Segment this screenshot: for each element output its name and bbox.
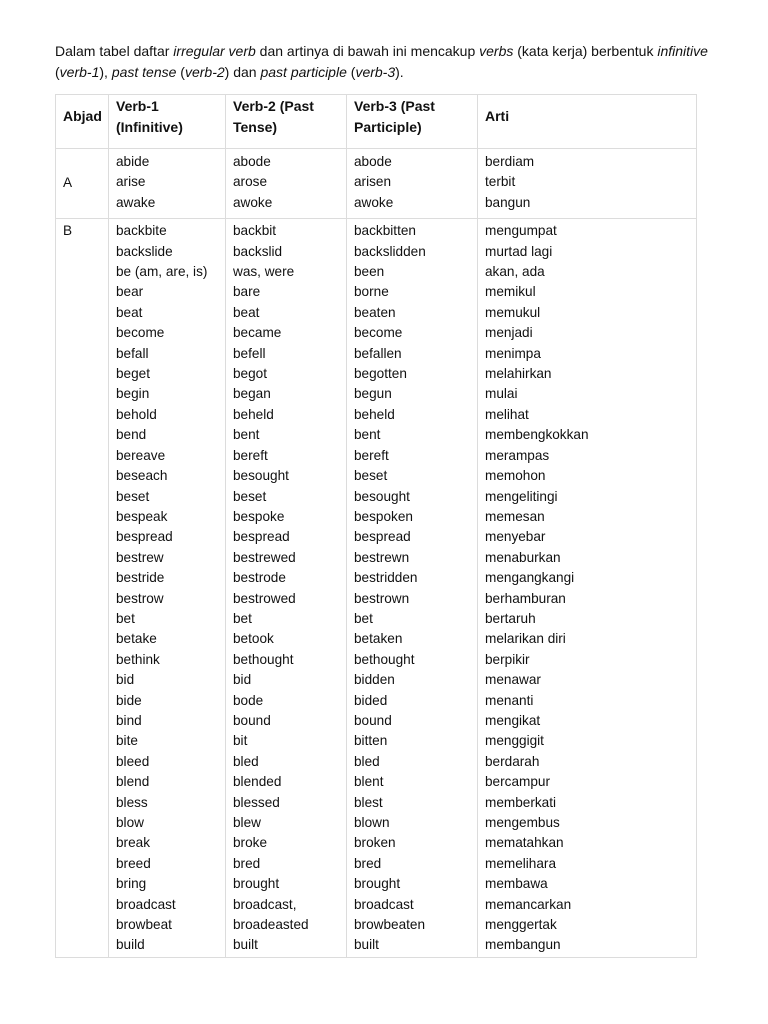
verb-entry: memohon bbox=[485, 468, 546, 484]
verb-entry: bred bbox=[233, 855, 261, 871]
verb-entry: bereft bbox=[233, 447, 268, 463]
verb-entry: betook bbox=[233, 631, 274, 647]
verb-entry: beat bbox=[116, 304, 143, 320]
verb-entry: bare bbox=[233, 284, 261, 300]
verb-entry: bercampur bbox=[485, 774, 550, 790]
verb-entry: begotten bbox=[354, 366, 407, 382]
verb-entry: menggertak bbox=[485, 917, 557, 933]
verb-entry: membawa bbox=[485, 876, 548, 892]
verb-entry: broadcast, bbox=[233, 896, 297, 912]
verb-entry: membengkokkan bbox=[485, 427, 589, 443]
verb-entry: bide bbox=[116, 692, 142, 708]
verb-entry: backslide bbox=[116, 243, 173, 259]
verb-entry: backbite bbox=[116, 223, 167, 239]
verb-entry: blended bbox=[233, 774, 282, 790]
verb-entry: broke bbox=[233, 835, 268, 851]
verb-entry: menawar bbox=[485, 672, 541, 688]
letter-cell: A bbox=[56, 149, 109, 219]
irregular-verb-table bbox=[55, 94, 697, 958]
intro-text: dan artinya di bawah ini mencakup bbox=[255, 43, 480, 59]
verb-entry: besought bbox=[354, 488, 410, 504]
verb-entry: blest bbox=[354, 794, 383, 810]
table-row bbox=[56, 149, 697, 219]
verb-entry: arose bbox=[233, 174, 268, 190]
verb-entry: bespread bbox=[116, 529, 173, 545]
verb-entry: menanti bbox=[485, 692, 534, 708]
verb-entry: awoke bbox=[354, 194, 394, 210]
verb-entry: been bbox=[354, 264, 385, 280]
verb-entry: memesan bbox=[485, 508, 545, 524]
verb-entry: blend bbox=[116, 774, 150, 790]
intro-term-irregular-verb: irregular verb bbox=[173, 43, 256, 59]
verb-entry: bestridden bbox=[354, 570, 418, 586]
verb-entry: bless bbox=[116, 794, 148, 810]
verb-entry: bestrown bbox=[354, 590, 410, 606]
header-verb-1: Verb-1 (Infinitive) bbox=[109, 95, 226, 149]
verb-1-cell bbox=[109, 219, 226, 958]
verb-entry: mengelitingi bbox=[485, 488, 558, 504]
verb-entry: abode bbox=[233, 154, 271, 169]
intro-term-infinitive: infinitive bbox=[657, 43, 708, 59]
verb-entry: bereave bbox=[116, 447, 166, 463]
verb-entry: blow bbox=[116, 815, 144, 830]
verb-1-cell bbox=[109, 149, 226, 219]
verb-entry: bet bbox=[116, 610, 135, 626]
verb-entry: behold bbox=[116, 406, 157, 422]
verb-entry: betaken bbox=[354, 631, 403, 647]
intro-term-verbs: verbs bbox=[479, 43, 514, 59]
verb-entry: beset bbox=[354, 468, 388, 484]
verb-entry: brought bbox=[233, 876, 280, 892]
verb-entry: bite bbox=[116, 733, 138, 749]
verb-entry: bode bbox=[233, 692, 264, 708]
letter-cell: B bbox=[56, 219, 109, 958]
intro-text: (kata kerja) berbentuk bbox=[513, 43, 658, 59]
intro-text: ) dan bbox=[224, 64, 261, 80]
verb-entry: befell bbox=[233, 345, 266, 361]
verb-entry: menaburkan bbox=[485, 549, 561, 565]
verb-entry: mengikat bbox=[485, 712, 541, 728]
table-header bbox=[56, 95, 697, 149]
verb-entry: broken bbox=[354, 835, 396, 851]
verb-entry: memukul bbox=[485, 304, 541, 320]
verb-entry: bit bbox=[233, 733, 248, 749]
verb-entry: begin bbox=[116, 386, 150, 402]
verb-entry: built bbox=[354, 937, 379, 953]
verb-entry: browbeat bbox=[116, 917, 172, 933]
verb-entry: bent bbox=[233, 427, 260, 443]
verb-entry: befallen bbox=[354, 345, 402, 361]
verb-entry: backbitten bbox=[354, 223, 416, 239]
verb-entry: became bbox=[233, 325, 282, 341]
verb-entry: merampas bbox=[485, 447, 550, 463]
verb-entry: abode bbox=[354, 154, 392, 169]
verb-entry: bred bbox=[354, 855, 382, 871]
verb-entry: bid bbox=[116, 672, 135, 688]
verb-entry: menggigit bbox=[485, 733, 544, 749]
verb-entry: bent bbox=[354, 427, 381, 443]
verb-entry: bestrowed bbox=[233, 590, 296, 606]
verb-3-cell bbox=[347, 149, 478, 219]
verb-entry: become bbox=[116, 325, 165, 341]
intro-text: Dalam tabel daftar bbox=[55, 43, 174, 59]
verb-entry: beget bbox=[116, 366, 151, 382]
verb-entry: breed bbox=[116, 855, 151, 871]
intro-paragraph bbox=[55, 41, 715, 83]
verb-2-cell bbox=[226, 149, 347, 219]
verb-entry: bestrow bbox=[116, 590, 164, 606]
verb-entry: mengangkangi bbox=[485, 570, 575, 586]
header-verb-2: Verb-2 (Past Tense) bbox=[226, 95, 347, 149]
verb-entry: bled bbox=[233, 753, 259, 769]
intro-text: ). bbox=[395, 64, 404, 80]
verb-entry: terbit bbox=[485, 174, 516, 190]
verb-entry: bidden bbox=[354, 672, 395, 688]
verb-entry: bet bbox=[233, 610, 252, 626]
verb-entry: memancarkan bbox=[485, 896, 572, 912]
table-row bbox=[56, 219, 697, 958]
verb-entry: menimpa bbox=[485, 345, 541, 361]
verb-entry: berhamburan bbox=[485, 590, 566, 606]
verb-3-cell bbox=[347, 219, 478, 958]
verb-entry: beaten bbox=[354, 304, 396, 320]
verb-entry: berdarah bbox=[485, 753, 540, 769]
verb-entry: beat bbox=[233, 304, 260, 320]
header-abjad: Abjad bbox=[56, 95, 109, 149]
verb-entry: bespread bbox=[233, 529, 290, 545]
verb-entry: bet bbox=[354, 610, 373, 626]
verb-entry: bitten bbox=[354, 733, 388, 749]
verb-entry: begun bbox=[354, 386, 392, 402]
verb-entry: memikul bbox=[485, 284, 536, 300]
verb-entry: murtad lagi bbox=[485, 243, 553, 259]
verb-entry: besought bbox=[233, 468, 289, 484]
verb-entry: awake bbox=[116, 194, 156, 210]
verb-entry: broadcast bbox=[116, 896, 176, 912]
verb-entry: bethink bbox=[116, 651, 160, 667]
verb-entry: arisen bbox=[354, 174, 392, 190]
intro-term-verb-2: verb-2 bbox=[184, 64, 225, 80]
verb-entry: bled bbox=[354, 753, 380, 769]
verb-entry: blew bbox=[233, 815, 261, 830]
group-b bbox=[56, 219, 697, 958]
verb-entry: bespeak bbox=[116, 508, 168, 524]
verb-entry: become bbox=[354, 325, 403, 341]
verb-entry: befall bbox=[116, 345, 149, 361]
intro-term-verb-1: verb-1 bbox=[59, 64, 100, 80]
verb-entry: bided bbox=[354, 692, 388, 708]
verb-entry: bespread bbox=[354, 529, 411, 545]
verb-entry: brought bbox=[354, 876, 401, 892]
intro-text: ( bbox=[176, 64, 185, 80]
verb-entry: berdiam bbox=[485, 154, 535, 169]
verb-entry: awoke bbox=[233, 194, 273, 210]
verb-entry: bend bbox=[116, 427, 147, 443]
intro-text: ), bbox=[99, 64, 112, 80]
verb-entry: bound bbox=[354, 712, 392, 728]
verb-entry: begot bbox=[233, 366, 268, 382]
verb-entry: akan, ada bbox=[485, 264, 545, 280]
verb-entry: bid bbox=[233, 672, 252, 688]
verb-entry: bear bbox=[116, 284, 144, 300]
verb-entry: broadeasted bbox=[233, 917, 309, 933]
verb-entry: backbit bbox=[233, 223, 277, 239]
intro-term-past-participle: past participle bbox=[260, 64, 347, 80]
verb-entry: bereft bbox=[354, 447, 389, 463]
intro-term-past-tense: past tense bbox=[111, 64, 177, 80]
verb-entry: broadcast bbox=[354, 896, 414, 912]
verb-entry: build bbox=[116, 937, 145, 953]
arti-cell bbox=[478, 149, 697, 219]
verb-entry: bethought bbox=[354, 651, 415, 667]
header-arti: Arti bbox=[478, 95, 697, 149]
verb-entry: bestride bbox=[116, 570, 165, 586]
verb-entry: bestrode bbox=[233, 570, 286, 586]
verb-entry: memelihara bbox=[485, 855, 557, 871]
verb-entry: arise bbox=[116, 174, 146, 190]
intro-text: ( bbox=[55, 64, 60, 80]
verb-entry: was, were bbox=[233, 264, 295, 280]
verb-entry: memberkati bbox=[485, 794, 557, 810]
verb-entry: bertaruh bbox=[485, 610, 536, 626]
verb-entry: membangun bbox=[485, 937, 561, 953]
verb-entry: bestrew bbox=[116, 549, 164, 565]
verb-entry: borne bbox=[354, 284, 389, 300]
verb-entry: blown bbox=[354, 815, 390, 830]
verb-entry: beheld bbox=[354, 406, 395, 422]
verb-entry: bound bbox=[233, 712, 271, 728]
verb-entry: melahirkan bbox=[485, 366, 552, 382]
verb-entry: mengembus bbox=[485, 815, 560, 830]
intro-text: ( bbox=[346, 64, 356, 80]
verb-entry: break bbox=[116, 835, 151, 851]
verb-entry: bestrewed bbox=[233, 549, 296, 565]
verb-entry: mengumpat bbox=[485, 223, 557, 239]
verb-entry: menyebar bbox=[485, 529, 546, 545]
verb-entry: bespoke bbox=[233, 508, 285, 524]
verb-entry: backslidden bbox=[354, 243, 426, 259]
verb-entry: beset bbox=[233, 488, 267, 504]
verb-entry: berpikir bbox=[485, 651, 530, 667]
verb-entry: bestrewn bbox=[354, 549, 410, 565]
verb-entry: built bbox=[233, 937, 258, 953]
intro-term-verb-3: verb-3 bbox=[355, 64, 396, 80]
verb-entry: mematahkan bbox=[485, 835, 564, 851]
verb-entry: bring bbox=[116, 876, 147, 892]
verb-entry: bleed bbox=[116, 753, 150, 769]
verb-entry: beseach bbox=[116, 468, 168, 484]
header-verb-3: Verb-3 (Past Participle) bbox=[347, 95, 478, 149]
verb-entry: melarikan diri bbox=[485, 631, 566, 647]
verb-2-cell bbox=[226, 219, 347, 958]
arti-cell bbox=[478, 219, 697, 958]
verb-entry: blent bbox=[354, 774, 384, 790]
header-row bbox=[56, 95, 697, 149]
verb-entry: betake bbox=[116, 631, 157, 647]
verb-entry: began bbox=[233, 386, 271, 402]
verb-entry: bangun bbox=[485, 194, 531, 210]
verb-entry: abide bbox=[116, 154, 150, 169]
verb-entry: blessed bbox=[233, 794, 280, 810]
verb-entry: backslid bbox=[233, 243, 283, 259]
verb-entry: bethought bbox=[233, 651, 294, 667]
group-a bbox=[56, 149, 697, 219]
verb-entry: melihat bbox=[485, 406, 529, 422]
verb-entry: beset bbox=[116, 488, 150, 504]
verb-entry: bind bbox=[116, 712, 142, 728]
verb-entry: bespoken bbox=[354, 508, 413, 524]
verb-entry: be (am, are, is) bbox=[116, 264, 208, 280]
verb-entry: mulai bbox=[485, 386, 518, 402]
verb-entry: browbeaten bbox=[354, 917, 426, 933]
verb-entry: beheld bbox=[233, 406, 274, 422]
verb-entry: menjadi bbox=[485, 325, 533, 341]
